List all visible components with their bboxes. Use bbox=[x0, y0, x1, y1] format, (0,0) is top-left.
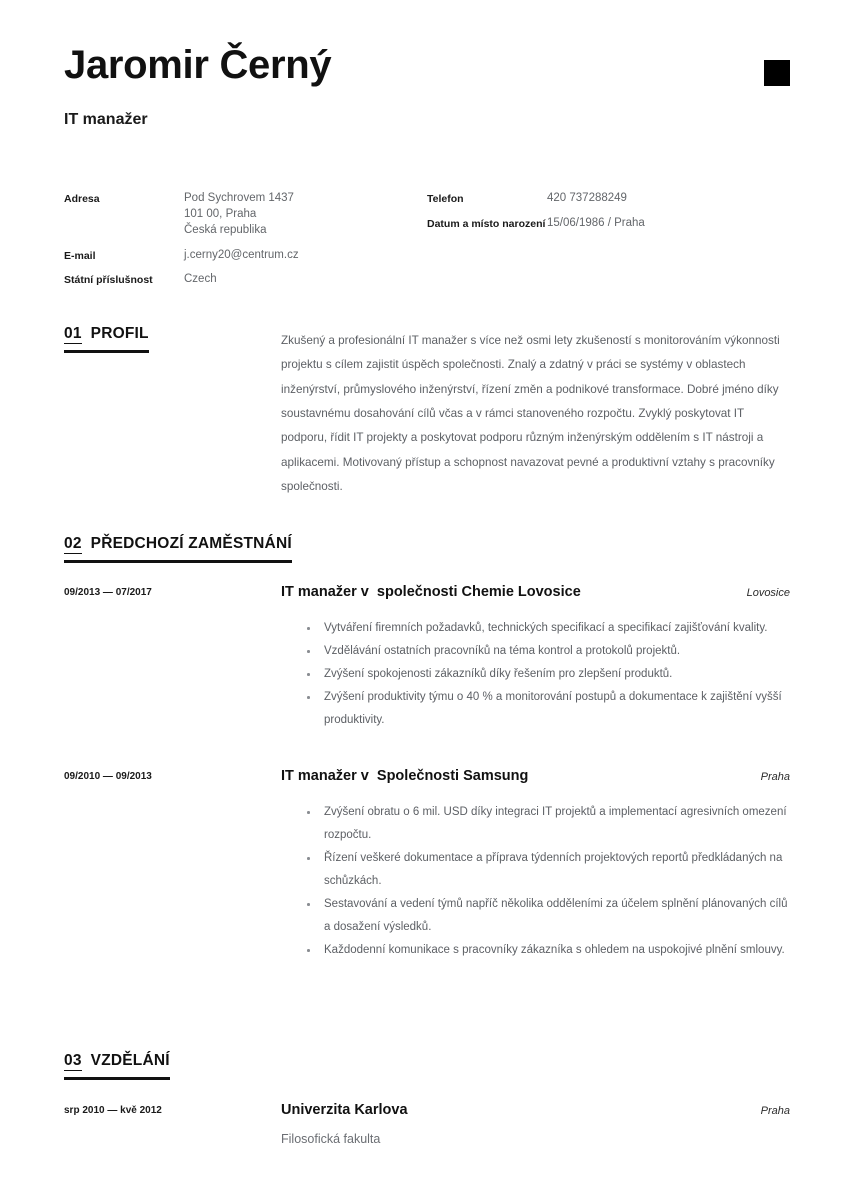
contact-label-address: Adresa bbox=[64, 193, 100, 205]
section-heading-profil bbox=[64, 325, 149, 353]
list-item: Zvýšení spokojenosti zákazníků díky řešením pro zlepšení produktů. bbox=[302, 663, 790, 686]
profile-body-text: Zkušený a profesionální IT manažer s více než osmi lety zkušeností s monitorováním výkonnosti projektu s cílem zajistit úspěch společnosti. Znalý a zdatný v práci se systémy v oblastech inženýrství, průmyslového inženýrství, řízení změn a podnikové transformace. Dobré jméno díky soustavnému dosahování cílů včas a v rámci stanoveného rozpočtu. Zvyklý poskytovat IT podporu, řídit IT projekty a poskytovat podporu různým inženýrským oddělením s IT nástroji a aplikacemi. Motivovaný přístup a schopnost navazovat pevné a produktivní vztahy s pracovníky společnosti. bbox=[281, 334, 780, 493]
entry-job-title: IT manažer v Společnosti Samsung bbox=[281, 768, 529, 784]
contact-label-birth: Datum a místo narození bbox=[427, 217, 546, 230]
resume-header bbox=[64, 44, 790, 129]
contact-value-phone[interactable]: 420 737288249 bbox=[547, 192, 627, 204]
entry-location: Praha bbox=[760, 1105, 790, 1117]
contact-row-email bbox=[64, 248, 427, 264]
list-item: Sestavování a vedení týmů napříč několika odděleními za účelem splnění plánovaných cílů a dosažení výsledků. bbox=[302, 893, 790, 939]
education-entry-1 bbox=[64, 1102, 790, 1146]
section-title: PŘEDCHOZÍ ZAMĚSTNÁNÍ bbox=[90, 535, 292, 552]
list-item: Řízení veškeré dokumentace a příprava týdenních projektových reportů předkládaných na schůzkách. bbox=[302, 847, 790, 893]
section-heading-experience bbox=[64, 535, 292, 563]
section-title: VZDĚLÁNÍ bbox=[90, 1052, 170, 1069]
section-experience bbox=[64, 535, 790, 563]
contact-column-left bbox=[64, 191, 427, 297]
contact-value-nationality: Czech bbox=[184, 273, 217, 286]
entry-date-range: 09/2013 — 07/2017 bbox=[64, 587, 152, 598]
section-heading-education bbox=[64, 1052, 170, 1080]
bullet-list bbox=[302, 801, 790, 962]
candidate-job-title: IT manažer bbox=[64, 111, 148, 128]
contact-value-email[interactable]: j.cerny20@centrum.cz bbox=[184, 248, 299, 261]
section-title: PROFIL bbox=[90, 325, 149, 342]
contact-column-right bbox=[427, 191, 790, 297]
contact-row-nationality bbox=[64, 272, 427, 288]
section-number: 02 bbox=[64, 535, 82, 552]
contact-value-birth: 15/06/1986 / Praha bbox=[547, 216, 645, 229]
bullet-list bbox=[302, 617, 790, 732]
entry-faculty: Filosofická fakulta bbox=[281, 1132, 381, 1146]
list-item: Zvýšení obratu o 6 mil. USD díky integraci IT projektů a implementací agresivních omezení rozpočtu. bbox=[302, 801, 790, 847]
list-item: Zvýšení produktivity týmu o 40 % a monitorování postupů a dokumentace k zajištění vyšší produktivity. bbox=[302, 686, 790, 732]
address-line-3: Česká republika bbox=[184, 223, 267, 236]
entry-location: Praha bbox=[760, 771, 790, 783]
photo-placeholder bbox=[764, 60, 790, 86]
entry-date-range: srp 2010 — kvě 2012 bbox=[64, 1105, 162, 1116]
section-heading-text bbox=[64, 325, 149, 343]
contact-details bbox=[64, 191, 790, 297]
contact-value-address bbox=[184, 191, 294, 239]
experience-entry-2 bbox=[64, 768, 790, 788]
candidate-name: Jaromir Černý bbox=[64, 43, 332, 87]
entry-location: Lovosice bbox=[746, 587, 790, 599]
section-number: 01 bbox=[64, 325, 82, 342]
entry-header bbox=[64, 584, 790, 604]
list-item: Vzdělávání ostatních pracovníků na téma kontrol a protokolů projektů. bbox=[302, 640, 790, 663]
section-number: 03 bbox=[64, 1052, 82, 1069]
list-item: Každodenní komunikace s pracovníky zákazníka s ohledem na uspokojivé plnění smlouvy. bbox=[302, 939, 790, 962]
entry-header bbox=[64, 768, 790, 788]
address-line-2: 101 00, Praha bbox=[184, 207, 257, 220]
contact-label-email: E-mail bbox=[64, 249, 96, 262]
entry-date-range: 09/2010 — 09/2013 bbox=[64, 771, 152, 782]
contact-label-nationality: Státní příslušnost bbox=[64, 274, 153, 287]
section-education bbox=[64, 1052, 790, 1080]
list-item: Vytváření firemních požadavků, technických specifikací a specifikací zajišťování kvality. bbox=[302, 617, 790, 640]
section-heading-text bbox=[64, 1052, 170, 1070]
entry-job-title: IT manažer v společnosti Chemie Lovosice bbox=[281, 584, 581, 600]
entry-header bbox=[64, 1102, 790, 1122]
experience-entry-1 bbox=[64, 584, 790, 604]
contact-row-phone bbox=[427, 191, 790, 207]
address-line-1: Pod Sychrovem 1437 bbox=[184, 192, 294, 204]
contact-row-address bbox=[64, 191, 427, 239]
section-heading-text bbox=[64, 535, 292, 553]
contact-label-phone: Telefon bbox=[427, 193, 464, 205]
entry-school-name: Univerzita Karlova bbox=[281, 1102, 408, 1118]
contact-row-birth bbox=[427, 216, 790, 232]
